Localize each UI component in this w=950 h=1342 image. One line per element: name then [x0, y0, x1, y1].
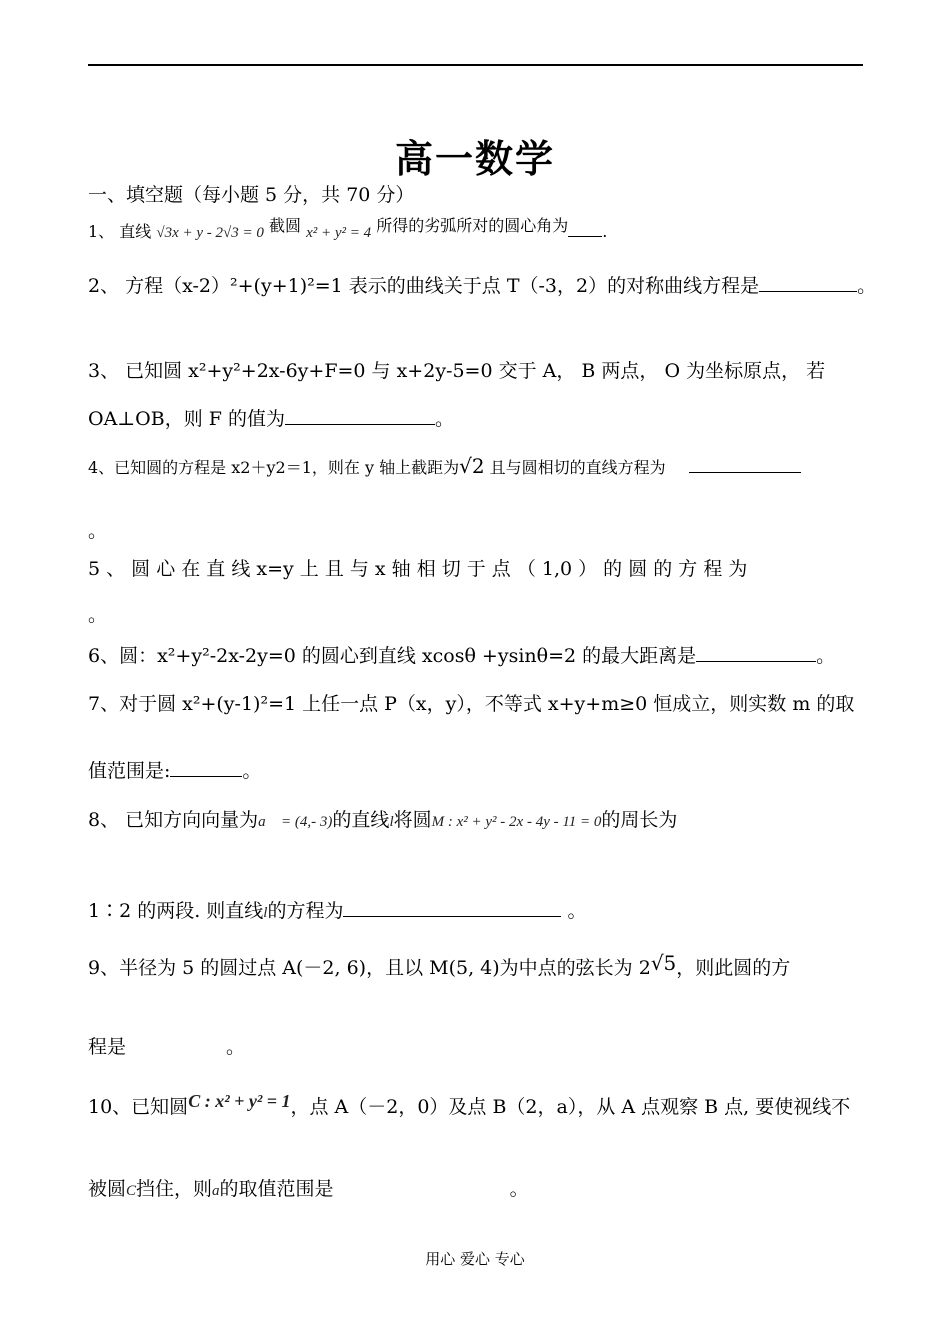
circle-c-equation: C : x² + y² = 1 — [188, 1091, 291, 1111]
question-9-line-2: 程是 。 — [88, 1036, 246, 1058]
section-heading: 一、填空题（每小题 5 分，共 70 分） — [88, 184, 415, 206]
question-4-end: 。 — [88, 520, 108, 542]
answer-blank-4[interactable] — [689, 452, 801, 473]
question-2: 2、 方程（x-2）²+(y+1)²=1 表示的曲线关于点 T（-3，2）的对称曲线方程是 。 — [88, 271, 876, 299]
question-1: 1、 直线 √3x + y - 2√3 = 0 截圆 x² + y² = 4 所得的劣弧所对的圆心角为 . — [88, 216, 608, 241]
question-7-line-1: 7、对于圆 x²+(y-1)²=1 上任一点 P（x，y），不等式 x+y+m≥0 恒成立，则实数 m 的取 — [88, 693, 855, 715]
question-5-end: 。 — [88, 604, 108, 626]
header-rule — [88, 64, 863, 66]
question-3-line-2: OA⊥OB，则 F 的值为 。 — [88, 404, 454, 432]
sqrt-two: √2 — [459, 454, 485, 478]
question-7-line-2: 值范围是: 。 — [88, 756, 261, 784]
question-9-line-1: 9、半径为 5 的圆过点 A(－2, 6)，且以 M(5, 4)为中点的弦长为 2√5，则此圆的方 — [88, 951, 791, 979]
answer-blank-2[interactable] — [759, 271, 857, 292]
answer-blank-1[interactable] — [568, 216, 602, 237]
sqrt-five: √5 — [650, 951, 677, 975]
question-8-line-1: 8、 已知方向向量为a⃗ = (4,- 3)的直线l将圆M : x² + y² - 2x - 4y - 11 = 0的周长为 — [88, 809, 678, 831]
question-10-line-2: 被圆C挡住，则a的取值范围是 。 — [88, 1178, 529, 1200]
question-3-line-1: 3、 已知圆 x²+y²+2x-6y+F=0 与 x+2y-5=0 交于 A， B 两点， O 为坐标原点， 若 — [88, 360, 826, 382]
question-8-line-2: 1∶2 的两段. 则直线l的方程为 。 — [88, 896, 587, 926]
answer-blank-8[interactable] — [343, 896, 561, 917]
circle-m-equation: M : x² + y² - 2x - 4y - 11 = 0 — [431, 814, 602, 830]
line-equation: √3x + y - 2√3 = 0 — [156, 225, 264, 241]
circle-equation: x² + y² = 4 — [306, 225, 372, 241]
direction-vector: a⃗ = (4,- 3) — [258, 814, 333, 830]
page-title: 高一数学 — [394, 136, 555, 181]
question-10-line-1: 10、已知圆C : x² + y² = 1，点 A（－2，0）及点 B（2，a），从 A 点观察 B 点, 要使视线不 — [88, 1091, 851, 1118]
question-6: 6、圆：x²+y²-2x-2y=0 的圆心到直线 xcosθ +ysinθ=2 的最大距离是 。 — [88, 641, 835, 669]
question-5: 5 、 圆 心 在 直 线 x=y 上 且 与 x 轴 相 切 于 点 （ 1,0 ） 的 圆 的 方 程 为 — [88, 558, 748, 580]
answer-blank-6[interactable] — [696, 641, 816, 662]
answer-blank-7[interactable] — [170, 756, 242, 777]
answer-blank-3[interactable] — [285, 404, 435, 425]
page-footer: 用心 爱心 专心 — [425, 1250, 525, 1268]
question-4: 4、已知圆的方程是 x2＋y2＝1，则在 y 轴上截距为√2 且与圆相切的直线方程为 — [88, 452, 801, 481]
